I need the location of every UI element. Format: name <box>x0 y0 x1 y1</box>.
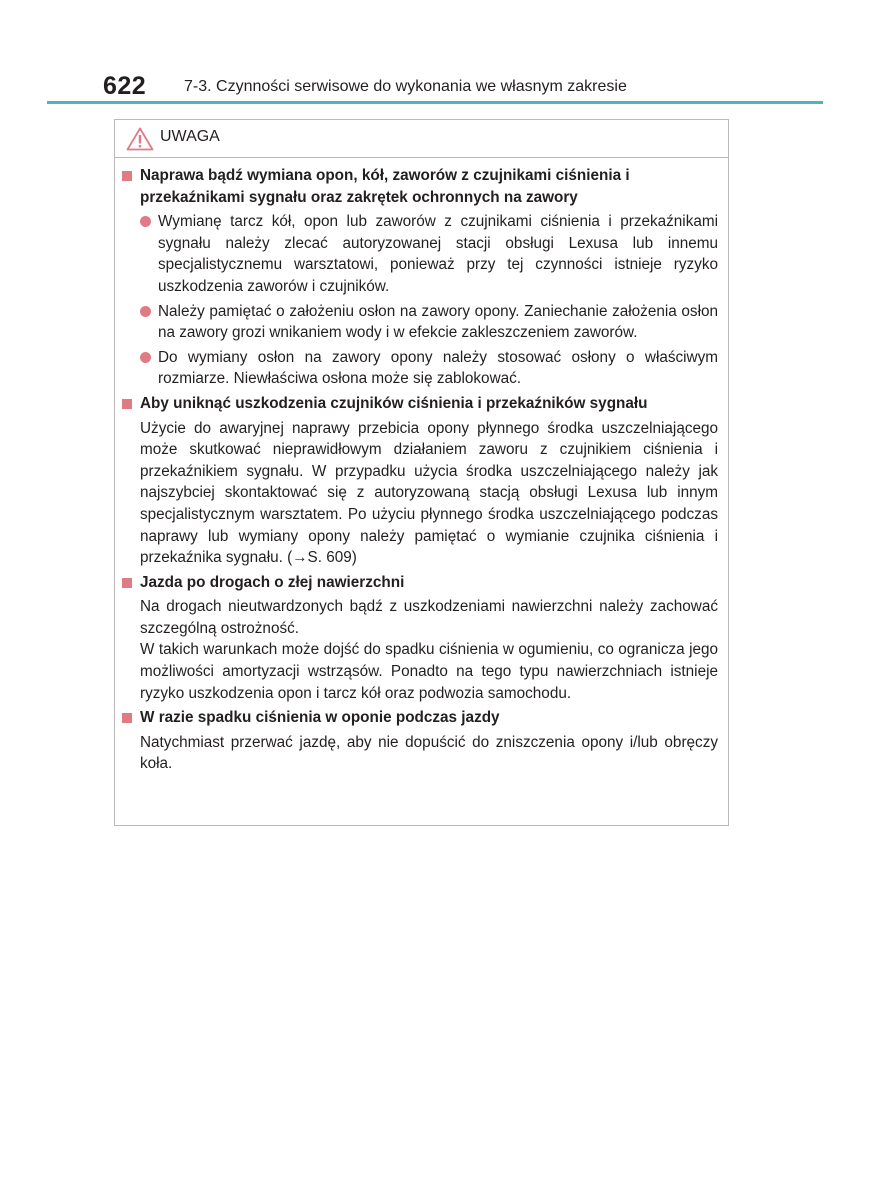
section-heading: W razie spadku ciśnienia w oponie podczas jazdy <box>120 707 718 729</box>
square-bullet-icon <box>122 399 132 409</box>
section-heading: Naprawa bądź wymiana opon, kół, zaworów z czujnikami ciśnienia i przekaźnikami sygnału oraz zakrętek ochronnych na zawory <box>120 165 718 208</box>
section-paragraph: W takich warunkach może dojść do spadku ciśnienia w ogumieniu, co ogranicza jego możliwości amortyzacji wstrząsów. Ponadto na tego typu nawierzchniach istnieje ryzyko uszkodzenia opon i tarcz kół oraz podwozia samochodu. <box>140 641 718 702</box>
page-header <box>0 0 877 110</box>
warning-section <box>120 165 718 390</box>
warning-title: UWAGA <box>160 128 220 145</box>
chapter-title: 7-3. Czynności serwisowe do wykonania we własnym zakresie <box>184 78 627 95</box>
warning-content <box>120 165 718 778</box>
circle-bullet-icon <box>140 352 151 363</box>
section-heading: Aby uniknąć uszkodzenia czujników ciśnienia i przekaźników sygnału <box>120 393 718 415</box>
list-item: Do wymiany osłon na zawory opony należy stosować osłony o właściwym rozmiarze. Niewłaściwa osłona może się zablokować. <box>120 347 718 390</box>
circle-bullet-icon <box>140 216 151 227</box>
section-paragraph: Natychmiast przerwać jazdę, aby nie dopuścić do zniszczenia opony i/lub obręczy koła. <box>140 733 718 773</box>
section-paragraph: Użycie do awaryjnej naprawy przebicia opony płynnego środka uszczelniającego może skutkować nieprawidłowym działaniem zaworu z czujnikiem ciśnienia i przekaźnikiem sygnału. W przypadku użycia środka uszczelniającego należy jak najszybciej skontaktować się z autoryzowaną stacją obsługi Lexusa lub innym specjalistycznym warsztatem. Po użyciu płynnego środka uszczelniającego podczas naprawy lub wymiany opony należy pamiętać o wymianie czujnika ciśnienia i przekaźnika sygnału. (→S. 609) <box>140 419 718 567</box>
section-paragraph: Na drogach nieutwardzonych bądź z uszkodzeniami nawierzchni należy zachować szczególną ostrożność. <box>140 598 718 637</box>
square-bullet-icon <box>122 171 132 181</box>
circle-bullet-icon <box>140 306 151 317</box>
list-item: Wymianę tarcz kół, opon lub zaworów z czujnikami ciśnienia i przekaźnikami sygnału należy zlecać autoryzowanej stacji obsługi Lexusa lub innemu specjalistycznemu warsztatowi, ponieważ przy tej czynności istnieje ryzyko uszkodzenia zaworów i czujników. <box>120 211 718 297</box>
warning-section <box>120 393 718 569</box>
page-number: 622 <box>103 72 147 100</box>
section-heading: Jazda po drogach o złej nawierzchni <box>120 572 718 594</box>
list-item: Należy pamiętać o założeniu osłon na zawory opony. Zaniechanie założenia osłon na zawory grozi wnikaniem wody i w efekcie zakleszczeniem zaworów. <box>120 301 718 344</box>
header-rule <box>47 101 823 104</box>
warning-section <box>120 707 718 775</box>
warning-section <box>120 572 718 705</box>
square-bullet-icon <box>122 578 132 588</box>
warning-triangle-icon <box>126 127 154 151</box>
square-bullet-icon <box>122 713 132 723</box>
warning-header <box>115 120 728 158</box>
